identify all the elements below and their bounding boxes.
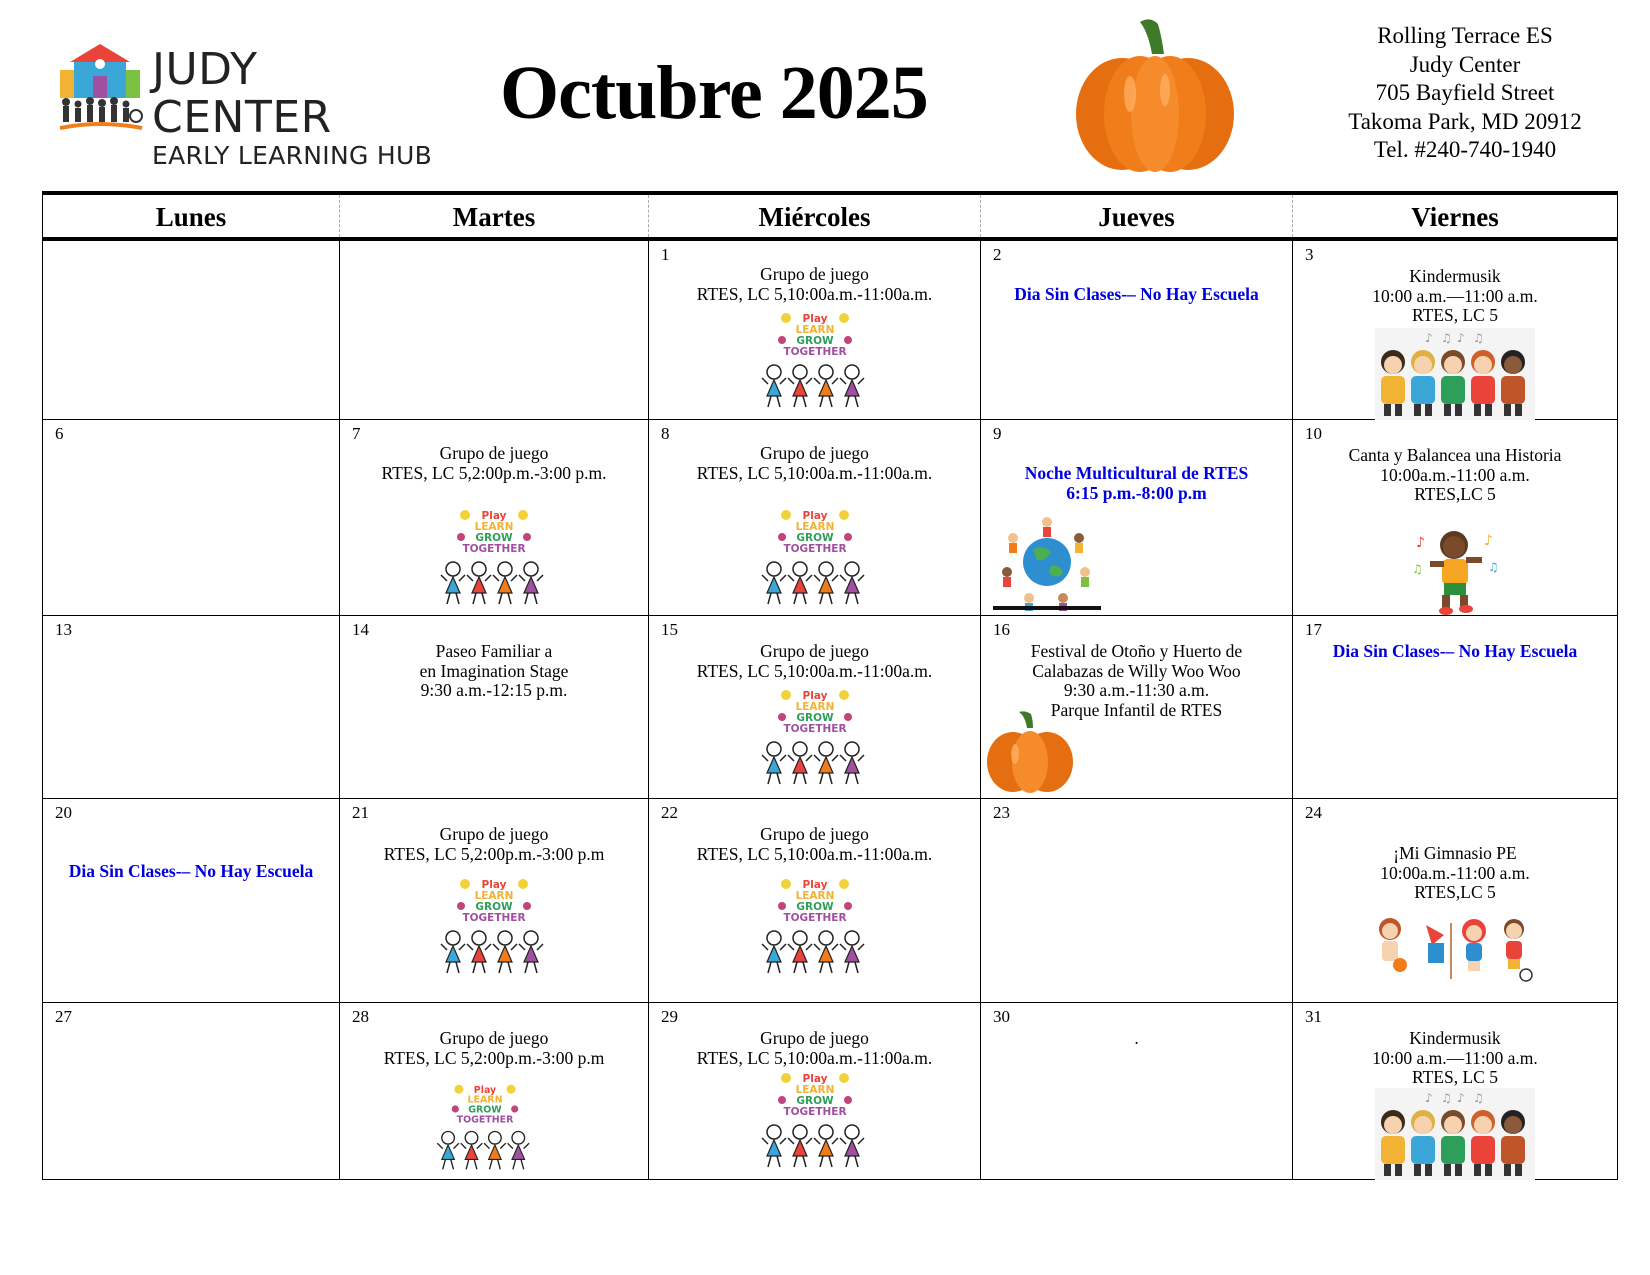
event-title: Kindermusik bbox=[1409, 266, 1501, 286]
child-figure bbox=[814, 931, 838, 973]
calendar-grid bbox=[42, 191, 1618, 1180]
event-detail: RTES, LC 5,10:00a.m.-11:00a.m. bbox=[696, 462, 933, 483]
logo-subtitle: EARLY LEARNING HUB bbox=[152, 141, 433, 170]
address-line: Takoma Park, MD 20912 bbox=[1348, 108, 1582, 134]
play-learn-grow-clipart bbox=[760, 310, 870, 410]
day-cell-2 bbox=[980, 241, 1292, 419]
play-learn-grow-clipart bbox=[760, 507, 870, 607]
day-number: 29 bbox=[661, 1007, 678, 1026]
event-title: Grupo de juego bbox=[760, 641, 869, 661]
day-number: 23 bbox=[993, 803, 1010, 822]
event-detail: RTES, LC 5,10:00a.m.-11:00a.m. bbox=[696, 660, 933, 681]
judy-center-logo bbox=[60, 44, 450, 170]
child-figure bbox=[467, 931, 491, 973]
banner-word: TOGETHER bbox=[462, 543, 526, 555]
child-figure bbox=[441, 931, 465, 973]
address-line: Judy Center bbox=[1409, 51, 1521, 77]
singing-child-clipart bbox=[1410, 523, 1500, 617]
banner-word: LEARN bbox=[795, 701, 834, 713]
day-cell-30 bbox=[980, 1003, 1292, 1179]
music-note-icon: ♪ bbox=[1425, 330, 1433, 345]
event-detail: RTES, LC 5,10:00a.m.-11:00a.m. bbox=[696, 843, 933, 864]
day-number: 8 bbox=[661, 424, 670, 443]
event-location: Parque Infantil de RTES bbox=[1050, 699, 1223, 720]
child-figure bbox=[788, 931, 812, 973]
event-title: Grupo de juego bbox=[760, 264, 869, 284]
event-title: Noche Multicultural de RTES bbox=[1024, 463, 1249, 483]
banner-word: Play bbox=[802, 510, 827, 522]
music-note-icon: ♫ bbox=[1473, 330, 1484, 345]
day-number: 10 bbox=[1305, 424, 1322, 443]
play-learn-grow-clipart bbox=[760, 876, 870, 976]
phone-number: Tel. #240-740-1940 bbox=[1373, 137, 1557, 162]
child-figure bbox=[437, 1132, 459, 1170]
kindermusik-kids-clipart bbox=[1375, 1088, 1535, 1180]
day-number: 22 bbox=[661, 803, 678, 822]
week-row-4 bbox=[42, 799, 1618, 1003]
school-building-icon bbox=[60, 44, 150, 134]
no-school-notice: Dia Sin Clases-– No Hay Escuela bbox=[1014, 284, 1259, 304]
banner-word: GROW bbox=[468, 1104, 502, 1116]
svg-text:♫: ♫ bbox=[1412, 561, 1423, 576]
day-number: 21 bbox=[352, 803, 369, 822]
event-title: ¡Mi Gimnasio PE bbox=[1393, 843, 1517, 863]
banner-word: Play bbox=[481, 510, 507, 522]
event-title: Calabazas de Willy Woo Woo bbox=[1032, 660, 1241, 681]
event-title: Grupo de juego bbox=[760, 824, 869, 844]
day-number: 3 bbox=[1305, 245, 1314, 264]
day-cell-7 bbox=[339, 420, 648, 615]
day-number: 27 bbox=[55, 1007, 72, 1026]
banner-word: GROW bbox=[795, 532, 834, 544]
logo-title: JUDY CENTER bbox=[152, 44, 332, 143]
gym-kids-clipart bbox=[1370, 915, 1540, 985]
day-number: 31 bbox=[1305, 1007, 1322, 1026]
week-row-5 bbox=[42, 1003, 1618, 1180]
day-cell-14 bbox=[339, 616, 648, 798]
child-figure bbox=[467, 562, 491, 604]
day-cell-22 bbox=[648, 799, 980, 1002]
day-number: 2 bbox=[993, 245, 1002, 264]
banner-word: TOGETHER bbox=[782, 723, 847, 735]
day-number: 7 bbox=[352, 424, 361, 443]
banner-word: LEARN bbox=[795, 1084, 834, 1096]
music-note-icon: ♪ bbox=[1457, 1090, 1465, 1105]
child-figure bbox=[508, 1132, 530, 1170]
banner-word: TOGETHER bbox=[782, 1106, 847, 1118]
banner-word: GROW bbox=[475, 901, 513, 913]
banner-word: GROW bbox=[795, 712, 834, 724]
banner-word: LEARN bbox=[474, 521, 514, 533]
day-cell-24 bbox=[1292, 799, 1618, 1002]
day-number: 13 bbox=[55, 620, 72, 639]
day-cell-20 bbox=[42, 799, 339, 1002]
banner-word: TOGETHER bbox=[782, 543, 847, 555]
school-address bbox=[1330, 22, 1600, 165]
event-detail: en Imagination Stage bbox=[419, 660, 569, 681]
day-cell-3 bbox=[1292, 241, 1618, 419]
banner-word: LEARN bbox=[795, 890, 834, 902]
day-number: 1 bbox=[661, 245, 670, 264]
play-learn-grow-clipart bbox=[439, 507, 549, 607]
banner-word: Play bbox=[802, 690, 827, 702]
event-title: Grupo de juego bbox=[439, 443, 549, 463]
banner-word: Play bbox=[473, 1084, 497, 1096]
event-time: 10:00 a.m.—11:00 a.m. bbox=[1372, 1047, 1538, 1068]
weekday-wednesday: Miércoles bbox=[648, 195, 980, 237]
music-note-icon: ♫ bbox=[1473, 1090, 1484, 1105]
event-title: Grupo de juego bbox=[439, 824, 549, 844]
weekday-header-row bbox=[42, 195, 1618, 241]
day-number: 17 bbox=[1305, 620, 1322, 639]
child-figure bbox=[840, 931, 864, 973]
event-title: Grupo de juego bbox=[760, 443, 869, 463]
page-title: Octubre 2025 bbox=[500, 51, 928, 135]
day-cell-16 bbox=[980, 616, 1292, 798]
day-cell-10 bbox=[1292, 420, 1618, 615]
play-learn-grow-clipart bbox=[760, 1070, 870, 1170]
event-title: Grupo de juego bbox=[439, 1028, 549, 1048]
child-figure bbox=[519, 562, 543, 604]
svg-text:♫: ♫ bbox=[1488, 559, 1499, 574]
music-note-icon: ♪ bbox=[1425, 1090, 1433, 1105]
day-cell-13 bbox=[42, 616, 339, 798]
day-number: 6 bbox=[55, 424, 64, 443]
event-time: 10:00 a.m.—11:00 a.m. bbox=[1372, 285, 1538, 306]
banner-word: TOGETHER bbox=[462, 912, 526, 924]
banner-word: TOGETHER bbox=[782, 912, 847, 924]
multicultural-globe-clipart bbox=[993, 510, 1101, 612]
day-number: 15 bbox=[661, 620, 678, 639]
music-note-icon: ♫ bbox=[1441, 330, 1452, 345]
play-learn-grow-clipart bbox=[760, 687, 870, 787]
address-line: 705 Bayfield Street bbox=[1375, 80, 1555, 105]
event-title: Festival de Otoño y Huerto de bbox=[1030, 641, 1243, 661]
child-figure bbox=[814, 365, 838, 407]
banner-word: GROW bbox=[795, 335, 834, 347]
day-cell-29 bbox=[648, 1003, 980, 1179]
play-learn-grow-clipart bbox=[439, 876, 549, 976]
day-cell-21 bbox=[339, 799, 648, 1002]
day-cell-empty bbox=[42, 241, 339, 419]
no-school-notice: Dia Sin Clases-– No Hay Escuela bbox=[1332, 641, 1578, 661]
banner-word: GROW bbox=[795, 901, 834, 913]
child-figure bbox=[493, 562, 517, 604]
child-figure bbox=[762, 562, 786, 604]
day-cell-23 bbox=[980, 799, 1292, 1002]
child-figure bbox=[788, 742, 812, 784]
pumpkin-icon bbox=[1070, 14, 1240, 174]
child-figure bbox=[840, 742, 864, 784]
day-cell-6 bbox=[42, 420, 339, 615]
day-number: 9 bbox=[993, 424, 1002, 443]
event-detail: RTES, LC 5,2:00p.m.-3:00 p.m bbox=[383, 1047, 605, 1068]
banner-word: TOGETHER bbox=[782, 346, 847, 358]
event-detail: RTES, LC 5,2:00p.m.-3:00 p.m. bbox=[381, 462, 607, 483]
banner-word: LEARN bbox=[795, 521, 834, 533]
weekday-tuesday: Martes bbox=[339, 195, 648, 237]
weekday-friday: Viernes bbox=[1292, 195, 1618, 237]
day-cell-15 bbox=[648, 616, 980, 798]
week-row-2 bbox=[42, 420, 1618, 616]
day-number: 30 bbox=[993, 1007, 1010, 1026]
day-number: 14 bbox=[352, 620, 369, 639]
day-number: 24 bbox=[1305, 803, 1322, 822]
day-cell-27 bbox=[42, 1003, 339, 1179]
no-school-notice: Dia Sin Clases-– No Hay Escuela bbox=[68, 861, 314, 881]
stray-dot: . bbox=[1134, 1028, 1139, 1048]
event-title: Kindermusik bbox=[1409, 1028, 1501, 1048]
child-figure bbox=[814, 562, 838, 604]
event-time: 9:30 a.m.-12:15 p.m. bbox=[420, 680, 568, 700]
banner-word: GROW bbox=[795, 1095, 834, 1107]
day-cell-1 bbox=[648, 241, 980, 419]
weekday-thursday: Jueves bbox=[980, 195, 1292, 237]
weekday-monday: Lunes bbox=[42, 195, 339, 237]
child-figure bbox=[762, 931, 786, 973]
child-figure bbox=[814, 742, 838, 784]
banner-word: LEARN bbox=[474, 890, 514, 902]
child-figure bbox=[788, 1125, 812, 1167]
banner-word: GROW bbox=[475, 532, 513, 544]
banner-word: Play bbox=[802, 313, 827, 325]
event-title: Grupo de juego bbox=[760, 1028, 869, 1048]
banner-word: Play bbox=[802, 1073, 827, 1085]
child-figure bbox=[461, 1132, 483, 1170]
child-figure bbox=[519, 931, 543, 973]
pumpkin-icon bbox=[985, 710, 1075, 796]
banner-word: LEARN bbox=[467, 1094, 503, 1106]
event-detail: RTES, LC 5,2:00p.m.-3:00 p.m bbox=[383, 843, 605, 864]
event-detail: RTES, LC 5,10:00a.m.-11:00a.m. bbox=[696, 1047, 933, 1068]
child-figure bbox=[840, 365, 864, 407]
day-number: 28 bbox=[352, 1007, 369, 1026]
svg-text:♪: ♪ bbox=[1484, 532, 1493, 549]
svg-text:♪: ♪ bbox=[1416, 534, 1425, 551]
banner-word: Play bbox=[481, 879, 507, 891]
day-cell-empty bbox=[339, 241, 648, 419]
child-figure bbox=[762, 1125, 786, 1167]
child-figure bbox=[788, 562, 812, 604]
address-line: Rolling Terrace ES bbox=[1377, 23, 1553, 48]
event-time: 6:15 p.m.-8:00 p.m bbox=[1066, 482, 1207, 503]
day-cell-28 bbox=[339, 1003, 648, 1179]
day-cell-17 bbox=[1292, 616, 1618, 798]
event-location: RTES, LC 5 bbox=[1412, 305, 1498, 325]
child-figure bbox=[762, 365, 786, 407]
day-cell-31 bbox=[1292, 1003, 1618, 1179]
day-number: 16 bbox=[993, 620, 1010, 639]
banner-word: Play bbox=[802, 879, 827, 891]
banner-word: TOGETHER bbox=[456, 1114, 514, 1126]
event-location: RTES, LC 5 bbox=[1412, 1067, 1498, 1087]
event-time: 10:00a.m.-11:00 a.m. bbox=[1380, 464, 1530, 485]
child-figure bbox=[814, 1125, 838, 1167]
kindermusik-kids-clipart bbox=[1375, 328, 1535, 420]
event-detail: RTES, LC 5,10:00a.m.-11:00a.m. bbox=[696, 283, 933, 304]
child-figure bbox=[493, 931, 517, 973]
child-figure bbox=[484, 1132, 506, 1170]
day-number: 20 bbox=[55, 803, 72, 822]
child-figure bbox=[762, 742, 786, 784]
event-location: RTES,LC 5 bbox=[1414, 484, 1496, 504]
child-figure bbox=[788, 365, 812, 407]
event-title: Paseo Familiar a bbox=[435, 641, 553, 661]
event-title: Canta y Balancea una Historia bbox=[1348, 445, 1562, 465]
child-figure bbox=[840, 1125, 864, 1167]
music-note-icon: ♪ bbox=[1457, 330, 1465, 345]
child-figure bbox=[441, 562, 465, 604]
event-location: RTES,LC 5 bbox=[1414, 882, 1496, 902]
week-row-1 bbox=[42, 241, 1618, 420]
event-time: 9:30 a.m.-11:30 a.m. bbox=[1063, 680, 1210, 700]
day-cell-8 bbox=[648, 420, 980, 615]
music-note-icon: ♫ bbox=[1441, 1090, 1452, 1105]
banner-word: LEARN bbox=[795, 324, 834, 336]
child-figure bbox=[840, 562, 864, 604]
day-cell-9 bbox=[980, 420, 1292, 615]
week-row-3 bbox=[42, 616, 1618, 799]
event-time: 10:00a.m.-11:00 a.m. bbox=[1380, 862, 1530, 883]
play-learn-grow-clipart bbox=[430, 1082, 540, 1172]
